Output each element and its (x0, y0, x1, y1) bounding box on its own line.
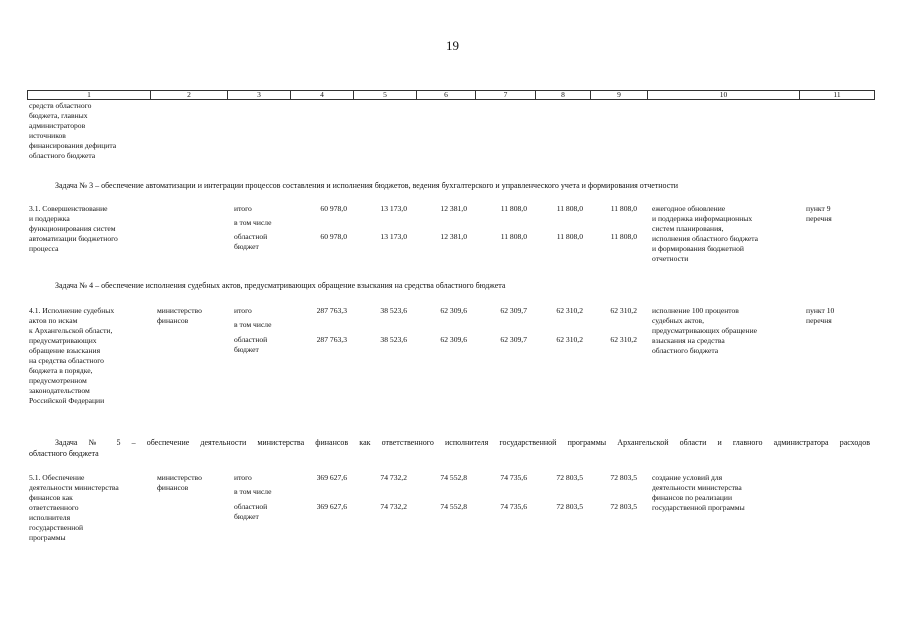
task-4-total-col7: 62 309,7 (500, 306, 527, 315)
task-4-total-col4: 287 763,3 (316, 306, 347, 315)
column-number: 9 (591, 91, 648, 100)
text-line: на средства областного (29, 356, 104, 365)
text-line: предусмотренном (29, 376, 87, 385)
task-5-regional-col4: 369 627,6 (316, 502, 347, 511)
task-5-result (652, 473, 745, 513)
text-line: судебных актов, (652, 316, 705, 325)
task-5-total-col8: 72 803,5 (556, 473, 583, 482)
task-4-total-col9: 62 310,2 (610, 306, 637, 315)
task-3-total-col9: 11 808,0 (610, 204, 637, 213)
text-line: 5.1. Обеспечение (29, 473, 85, 482)
task-5-source-budget: бюджет (234, 512, 259, 521)
task-5-regional-col9: 72 803,5 (610, 502, 637, 511)
task-5-total-col4: 369 627,6 (316, 473, 347, 482)
task-4-executor (157, 306, 202, 326)
task-4-total-col8: 62 310,2 (556, 306, 583, 315)
text-line: финансов по реализации (652, 493, 733, 502)
task-3-source-regional: областной (234, 232, 268, 241)
text-line: областного бюджета (652, 346, 719, 355)
task-5-regional-col5: 74 732,2 (380, 502, 407, 511)
task-4-regional-col8: 62 310,2 (556, 335, 583, 344)
text-line: средств областного (29, 101, 92, 110)
task-3-regional-col9: 11 808,0 (610, 232, 637, 241)
task-3-regional-col7: 11 808,0 (500, 232, 527, 241)
text-line: обращение взыскания (29, 346, 101, 355)
text-line: источников (29, 131, 66, 140)
text-line: деятельности министерства (652, 483, 742, 492)
task-5-source-total: итого (234, 473, 252, 482)
text-line: исполнителя (29, 513, 71, 522)
task-4-total-col6: 62 309,6 (440, 306, 467, 315)
task-4-regional-col7: 62 309,7 (500, 335, 527, 344)
text-line: Российской Федерации (29, 396, 105, 405)
text-line: к Архангельской области, (29, 326, 113, 335)
text-line: исполнения областного бюджета (652, 234, 759, 243)
task-3-source-total: итого (234, 204, 252, 213)
task-4-total-col5: 38 523,6 (380, 306, 407, 315)
task-5-regional-col8: 72 803,5 (556, 502, 583, 511)
text-line: 3.1. Совершенствование (29, 204, 108, 213)
task-3-regional-col4: 60 978,0 (320, 232, 347, 241)
task-3-heading: Задача № 3 – обеспечение автоматизации и интеграции процессов составления и исполнения бюджетов, ведения бухгалтерского и управленческого учета и формирования отчетности (55, 181, 679, 190)
task-4-heading: Задача № 4 – обеспечение исполнения судебных актов, предусматривающих обращение взыскания на средства областного бюджета (55, 281, 506, 290)
task-3-source-budget: бюджет (234, 242, 259, 251)
task-3-total-col7: 11 808,0 (500, 204, 527, 213)
task-4-source-including: в том числе (234, 320, 272, 329)
task-3-item-name (29, 204, 118, 254)
column-number: 3 (228, 91, 291, 100)
task-4-source-total: итого (234, 306, 252, 315)
column-number-header (27, 90, 875, 100)
task-5-heading-line-1: Задача № 5 – обеспечение деятельности министерства финансов как ответственного исполнителя государственной программы Архангельской области и главного администратора расходов (55, 438, 870, 447)
text-line: администраторов (29, 121, 86, 130)
task-3-total-col5: 13 173,0 (380, 204, 407, 213)
text-line: министерство (157, 473, 202, 482)
text-line: функционирования систем (29, 224, 116, 233)
text-line: бюджета в порядке, (29, 366, 93, 375)
text-line: финансирования дефицита (29, 141, 117, 150)
task-4-regional-col4: 287 763,3 (316, 335, 347, 344)
text-line: деятельности министерства (29, 483, 119, 492)
column-number: 10 (648, 91, 800, 100)
task-3-regional-col6: 12 381,0 (440, 232, 467, 241)
column-number: 1 (28, 91, 151, 100)
continuation-cell (29, 101, 116, 161)
text-line: актов по искам (29, 316, 78, 325)
task-4-result (652, 306, 757, 356)
text-line: ежегодное обновление (652, 204, 726, 213)
column-number: 8 (536, 91, 591, 100)
task-4-regional-col9: 62 310,2 (610, 335, 637, 344)
task-4-regional-col5: 38 523,6 (380, 335, 407, 344)
task-4-source-budget: бюджет (234, 345, 259, 354)
task-5-executor (157, 473, 202, 493)
column-number: 2 (151, 91, 228, 100)
text-line: процесса (29, 244, 59, 253)
text-line: пункт 10 (806, 306, 835, 315)
text-line: 4.1. Исполнение судебных (29, 306, 115, 315)
text-line: финансов (157, 483, 189, 492)
column-number: 11 (800, 91, 875, 100)
task-5-total-col7: 74 735,6 (500, 473, 527, 482)
column-number: 5 (354, 91, 417, 100)
text-line: систем планирования, (652, 224, 724, 233)
task-3-result (652, 204, 758, 264)
text-line: программы (29, 533, 66, 542)
text-line: и формирования бюджетной (652, 244, 744, 253)
text-line: пункт 9 (806, 204, 831, 213)
task-5-total-col6: 74 552,8 (440, 473, 467, 482)
task-5-source-regional: областной (234, 502, 268, 511)
task-5-total-col5: 74 732,2 (380, 473, 407, 482)
task-4-regional-col6: 62 309,6 (440, 335, 467, 344)
task-4-source-regional: областной (234, 335, 268, 344)
task-3-reference (806, 204, 832, 224)
text-line: перечня (806, 214, 832, 223)
text-line: создание условий для (652, 473, 723, 482)
text-line: отчетности (652, 254, 689, 263)
task-3-regional-col8: 11 808,0 (556, 232, 583, 241)
text-line: и поддержка информационных (652, 214, 753, 223)
text-line: областного бюджета (29, 151, 96, 160)
column-number: 6 (417, 91, 476, 100)
task-4-item-name (29, 306, 114, 406)
task-5-heading-line-2: областного бюджета (29, 449, 99, 458)
text-line: взыскания на средства (652, 336, 725, 345)
task-5-regional-col7: 74 735,6 (500, 502, 527, 511)
column-number: 4 (291, 91, 354, 100)
text-line: и поддержка (29, 214, 70, 223)
text-line: автоматизации бюджетного (29, 234, 118, 243)
task-3-source-including: в том числе (234, 218, 272, 227)
task-5-source-including: в том числе (234, 487, 272, 496)
page-number: 19 (446, 38, 459, 53)
text-line: предусматривающих (29, 336, 97, 345)
text-line: министерство (157, 306, 202, 315)
text-line: ответственного (29, 503, 79, 512)
task-4-reference (806, 306, 834, 326)
task-3-total-col8: 11 808,0 (556, 204, 583, 213)
text-line: государственной (29, 523, 84, 532)
task-5-item-name (29, 473, 119, 543)
task-5-total-col9: 72 803,5 (610, 473, 637, 482)
task-3-total-col4: 60 978,0 (320, 204, 347, 213)
text-line: законодательством (29, 386, 90, 395)
column-number: 7 (476, 91, 536, 100)
text-line: перечня (806, 316, 832, 325)
text-line: государственной программы (652, 503, 745, 512)
task-3-regional-col5: 13 173,0 (380, 232, 407, 241)
text-line: бюджета, главных (29, 111, 88, 120)
task-3-total-col6: 12 381,0 (440, 204, 467, 213)
text-line: исполнение 100 процентов (652, 306, 739, 315)
task-5-regional-col6: 74 552,8 (440, 502, 467, 511)
text-line: финансов (157, 316, 189, 325)
text-line: предусматривающих обращение (652, 326, 758, 335)
text-line: финансов как (29, 493, 73, 502)
